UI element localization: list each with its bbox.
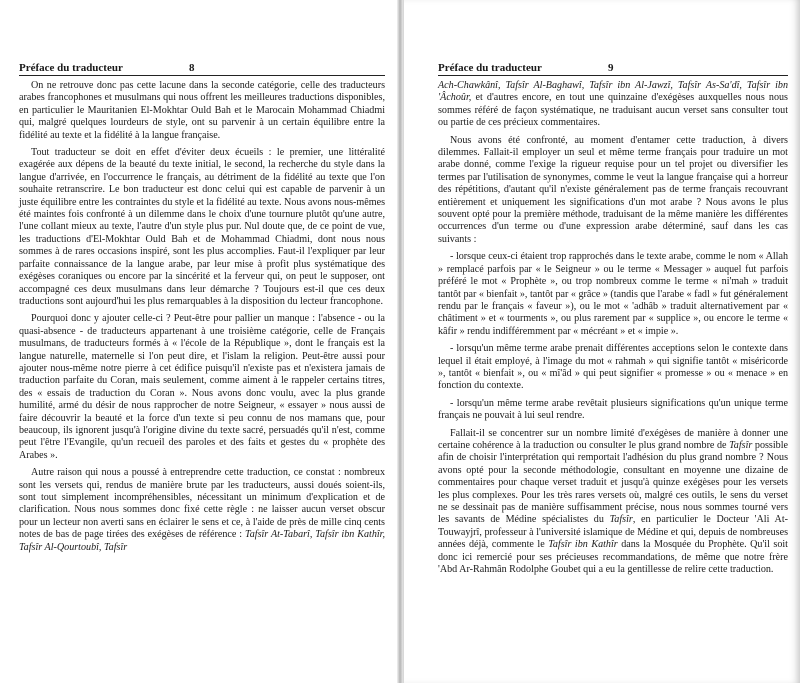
p6-tafsir-3: Tafsîr ibn Kathîr (548, 539, 618, 551)
p6-part-e: , en particulier le Docteur 'Ali At-Touwayjrî, professeur à l'université islamique de Médine et qui, depuis de nombreuses années déjà, commente le (438, 514, 788, 551)
p6-part-c: possible afin de choisir l'interprétation qui remportait l'adhésion du plus grand nombre ? Nous avons opté pour la seconde méthodologie, consultant en moyenne une dizaine de commentaires pour chaque verset traduit et jusqu'à quinze exégèses pour les versets les plus complexes. Pour les très rares versets où, malgré ces outils, le sens du verset ne se dessinait pas de manière suffisamment précise, nous nous sommes tourné vers les savants de Médine spécialistes du (438, 439, 789, 526)
left-page-header (19, 62, 385, 76)
right-paragraph-2: Nous avons été confronté, au moment d'entamer cette traduction, à divers dilemmes. Fallait-il employer un seul et même terme français pour traduire un mot arabe donné, comme l'exige la rigueur requise pour un tel projet ou diversifier les termes par l'utilisation de synonymes, comme le veut la langue française qui a horreur des répétitions, d'autant qu'il n'existe généralement pas de terme français recouvrant entièrement et uniquement les significations d'un mot arabe ? Nous avons le plus souvent opté pour la première méthode, traduisant de la même manière les différentes occurrences d'un terme ou d'une expression arabe déterminé, sauf dans les cas suivants : (438, 134, 788, 245)
tafsir-references-continued: Ach-Chawkânî, Tafsîr Al-Baghawî, Tafsîr ibn Al-Jawzî, Tafsîr As-Sa'dî, Tafsîr ibn 'Âchoûr, (438, 80, 788, 104)
left-header-title: Préface du traducteur (19, 62, 123, 74)
right-page-header (438, 62, 788, 76)
left-page-number: 8 (189, 62, 195, 74)
p6-tafsir-2: Tafsîr (609, 514, 633, 526)
left-page (0, 0, 397, 683)
left-paragraph-4-text: Autre raison qui nous a poussé à entreprendre cette traduction, ce constat : nombreux sont les versets qui, rendus de manière brute par les traducteurs, aussi doués soient-ils, sont tout simplement incompréhensibles, nécessitant un minimum d'explication et de clarification. Nous nous sommes donc fixé cette règle : ne laisser aucun verset obscur pour un lecteur non averti sans en éclairer le sens et ce, à l'aide de près de mille cinq cents notes de bas de page tirées des exégèses de référence : (19, 467, 385, 541)
left-paragraph-3: Pourquoi donc y ajouter celle-ci ? Peut-être pour pallier un manque : l'absence - ou la quasi-absence - de traducteurs appartenant à une troisième catégorie, celle de Français musulmans, de traducteurs formés à « l'école de la République », dont le français est la langue naturelle, maternelle si l'on peut dire, et l'islam la religion. Peut-être aussi pour ajouter nous-même notre pierre à cet édifice puisqu'il n'existe pas et n'existera jamais de traduction parfaite du Coran, mais seulement, comme aiment à le rappeler certains titres, des « essais de traduction du Coran ». Nous avons donc voulu, avec la plus grande humilité, armé du désir de nous rapprocher de notre Seigneur, « essayer » nous aussi de faire découvrir la beauté et la force d'un texte si peu connu de nos mamans que, pour beaucoup, ils ignorent jusqu'à l'origine divine du texte sacré, persuadés qu'il n'est, comme peut l'être l'Evangile, qu'un recueil des paroles et des faits et gestes du « prophète des Arabes ». (19, 313, 385, 461)
right-paragraph-3: - lorsque ceux-ci étaient trop rapprochés dans le texte arabe, comme le nom « Allah » remplacé parfois par « le Seigneur » ou le terme « Messager » auquel fut parfois préféré le mot « Prophète », ou trop nombreux comme le terme « ni'mah » traduit tantôt par « bienfait », tantôt par « grâce » (tandis que l'arabe « fadl » fut généralement rendu par le français « faveur »), ou le mot « 'adhâb » traduit alternativement par « châtiment » et « tourments », ou plus rarement par « supplice », ou encore le terme « kâfir » rendu indifféremment par « mécréant » et « impie ». (438, 251, 788, 337)
right-paragraph-1 (438, 80, 788, 130)
right-page (403, 0, 800, 683)
p6-part-a: Fallait-il se concentrer sur un nombre limité d'exégèses de manière à donner une certaine cohérence à la traduction ou consulter le plus grand nombre de (438, 427, 788, 451)
right-paragraph-6 (438, 428, 788, 577)
right-paragraph-1-text: et d'autres encore, en tout une quinzaine d'exégèses auxquelles nous nous sommes référé de façon systématique, ne traduisant aucun verset sans consulter tout ou partie de ces précieux commentaires. (438, 92, 788, 129)
right-paragraph-4: - lorsqu'un même terme arabe prenait différentes acceptions selon le contexte dans lequel il était employé, à l'image du mot « rahmah » qui signifie tantôt « miséricorde », tantôt « bienfait », ou « mî'âd » qui peut signifier « promesse » ou « menace » en fonction du contexte. (438, 343, 788, 392)
left-paragraph-4 (19, 467, 385, 554)
right-page-number: 9 (608, 62, 614, 74)
right-header-title: Préface du traducteur (438, 62, 542, 74)
p6-part-g: dans la Mosquée du Prophète. Qu'il soit donc ici remercié pour ses précieuses recommandations, de même que notre frère 'Abd Ar-Rahmân Rodolphe Goubet qui a eu la gentillesse de relire cette traduction. (438, 539, 788, 576)
p6-tafsir-1: Tafsîr (729, 439, 753, 451)
right-paragraph-5: - lorsqu'un même terme arabe revêtait plusieurs significations qu'un unique terme français ne pouvait à lui seul rendre. (438, 397, 788, 422)
left-paragraph-1: On ne retrouve donc pas cette lacune dans la seconde catégorie, celle des traducteurs arabes francophones et musulmans qui nous offrent les meilleures traductions disponibles, en particulier le Mauritanien El-Mokhtar Ould Bah et le Marocain Mohammad Chiadmi qui, malgré quelques lourdeurs de style, ont su parvenir à un certain équilibre entre la fidélité au texte et la fidélité à la langue française. (19, 80, 385, 141)
left-paragraph-2: Tout traducteur se doit en effet d'éviter deux écueils : le premier, une littéralité exagérée aux dépens de la beauté du texte initial, le second, la recherche du style dans la langue d'arrivée, en l'occurrence le français, au détriment de la fidélité au texte que l'on souhaite retranscrire. Le bon traducteur est donc celui qui est capable de parvenir à un juste équilibre entre les contraintes du style et la fidélité au texte. Nous avons nous-mêmes été maintes fois confronté à un dilemme dans le choix d'une tournure plutôt qu'une autre, l'une collant mieux au texte, l'autre d'un style plus pur. Nul doute que, de ce point de vue, les traductions d'El-Mokhtar Ould Bah et de Mohammad Chiadmi, dont nous nous sommes à de rares occasions inspiré, sont les plus accomplies. Faut-il l'expliquer par leur parfaite connaissance de la langue arabe, par leur mise à profit plus systématique des exégèses coraniques ou encore par la sincérité et la ferveur qui, on peut le supposer, ont accompagné ces deux musulmans dans leur démarche ? Toujours est-il que ces deux traductions sont aujourd'hui les plus remarquables à la disposition du lecteur francophone. (19, 147, 385, 307)
tafsir-references: Tafsîr At-Tabarî, Tafsîr ibn Kathîr, Tafsîr Al-Qourtoubî, Tafsîr (19, 529, 385, 553)
